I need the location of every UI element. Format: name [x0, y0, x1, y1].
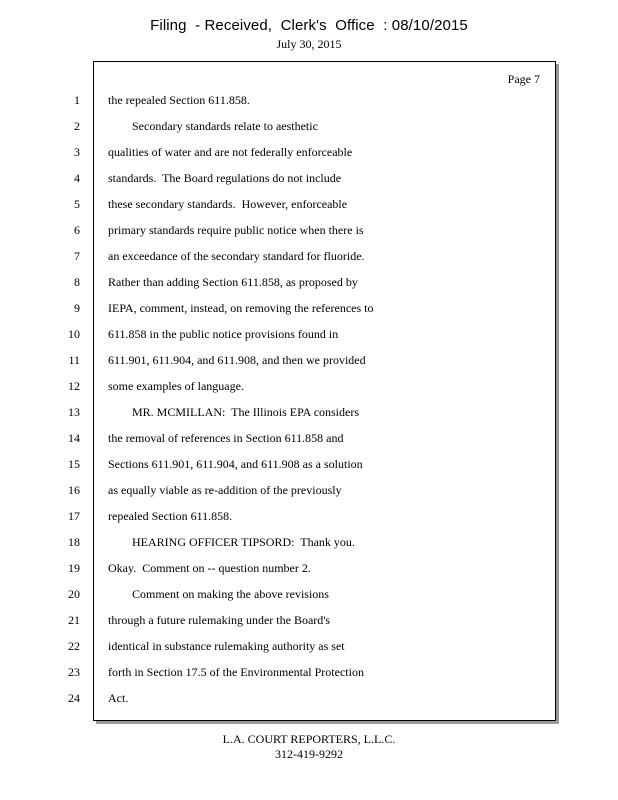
transcript-line [0, 451, 618, 477]
line-text: forth in Section 17.5 of the Environmental Protection [108, 665, 364, 679]
line-text: identical in substance rulemaking authority as set [108, 639, 345, 653]
line-number: 5 [74, 197, 80, 211]
line-text: Secondary standards relate to aesthetic [108, 119, 318, 133]
line-number: 12 [68, 379, 80, 393]
transcript-line [0, 607, 618, 633]
line-number: 18 [68, 535, 80, 549]
line-text: these secondary standards. However, enforceable [108, 197, 348, 211]
transcript-line [0, 503, 618, 529]
line-text: 611.901, 611.904, and 611.908, and then we provided [108, 353, 366, 367]
transcript-line [0, 113, 618, 139]
transcript-line [0, 685, 618, 711]
transcript-line [0, 373, 618, 399]
line-text: Okay. Comment on -- question number 2. [108, 561, 311, 575]
line-number: 6 [74, 223, 80, 237]
line-number: 15 [68, 457, 80, 471]
line-text: HEARING OFFICER TIPSORD: Thank you. [108, 535, 355, 549]
line-text: the removal of references in Section 611.858 and [108, 431, 344, 445]
line-text: repealed Section 611.858. [108, 509, 233, 523]
line-text: Act. [108, 691, 129, 705]
transcript-line [0, 529, 618, 555]
filing-stamp: Filing - Received, Clerk's Office : 08/10/2015 [150, 17, 468, 34]
line-number: 10 [68, 327, 80, 341]
line-text: IEPA, comment, instead, on removing the references to [108, 301, 374, 315]
line-number: 3 [74, 145, 80, 159]
transcript-line [0, 295, 618, 321]
line-number: 17 [68, 509, 80, 523]
line-number: 20 [68, 587, 80, 601]
line-number: 23 [68, 665, 80, 679]
transcript-line [0, 581, 618, 607]
transcript-line [0, 425, 618, 451]
transcript-line [0, 555, 618, 581]
transcript-line [0, 217, 618, 243]
transcript-line [0, 191, 618, 217]
transcript-line [0, 347, 618, 373]
line-number: 11 [68, 353, 80, 367]
line-number: 4 [74, 171, 80, 185]
line-number: 8 [74, 275, 80, 289]
line-number: 2 [74, 119, 80, 133]
line-number: 14 [68, 431, 80, 445]
line-number: 9 [74, 301, 80, 315]
line-number: 1 [74, 93, 80, 107]
line-number: 19 [68, 561, 80, 575]
page-number: Page 7 [507, 72, 540, 86]
line-text: through a future rulemaking under the Board's [108, 613, 331, 627]
line-text: primary standards require public notice when there is [108, 223, 364, 237]
line-number: 13 [68, 405, 80, 419]
line-text: standards. The Board regulations do not include [108, 171, 342, 185]
line-number: 24 [68, 691, 80, 705]
line-text: MR. MCMILLAN: The Illinois EPA considers [108, 405, 360, 419]
transcript-line [0, 269, 618, 295]
transcript-line [0, 399, 618, 425]
line-text: some examples of language. [108, 379, 244, 393]
court-reporter-phone: 312-419-9292 [275, 747, 343, 761]
transcript-line [0, 477, 618, 503]
line-text: as equally viable as re-addition of the previously [108, 483, 342, 497]
transcript-line [0, 321, 618, 347]
line-text: 611.858 in the public notice provisions found in [108, 327, 339, 341]
line-text: the repealed Section 611.858. [108, 93, 250, 107]
court-reporter-company: L.A. COURT REPORTERS, L.L.C. [222, 732, 396, 746]
transcript-line [0, 633, 618, 659]
line-text: Rather than adding Section 611.858, as proposed by [108, 275, 358, 289]
hearing-date: July 30, 2015 [276, 37, 342, 51]
transcript-line [0, 243, 618, 269]
transcript-line [0, 139, 618, 165]
line-text: Sections 611.901, 611.904, and 611.908 as a solution [108, 457, 363, 471]
line-text: an exceedance of the secondary standard for fluoride. [108, 249, 365, 263]
line-number: 16 [68, 483, 80, 497]
transcript-line [0, 165, 618, 191]
line-number: 7 [74, 249, 80, 263]
transcript-line [0, 659, 618, 685]
line-text: qualities of water and are not federally enforceable [108, 145, 353, 159]
transcript-line [0, 87, 618, 113]
line-number: 22 [68, 639, 80, 653]
line-number: 21 [68, 613, 80, 627]
line-text: Comment on making the above revisions [108, 587, 329, 601]
